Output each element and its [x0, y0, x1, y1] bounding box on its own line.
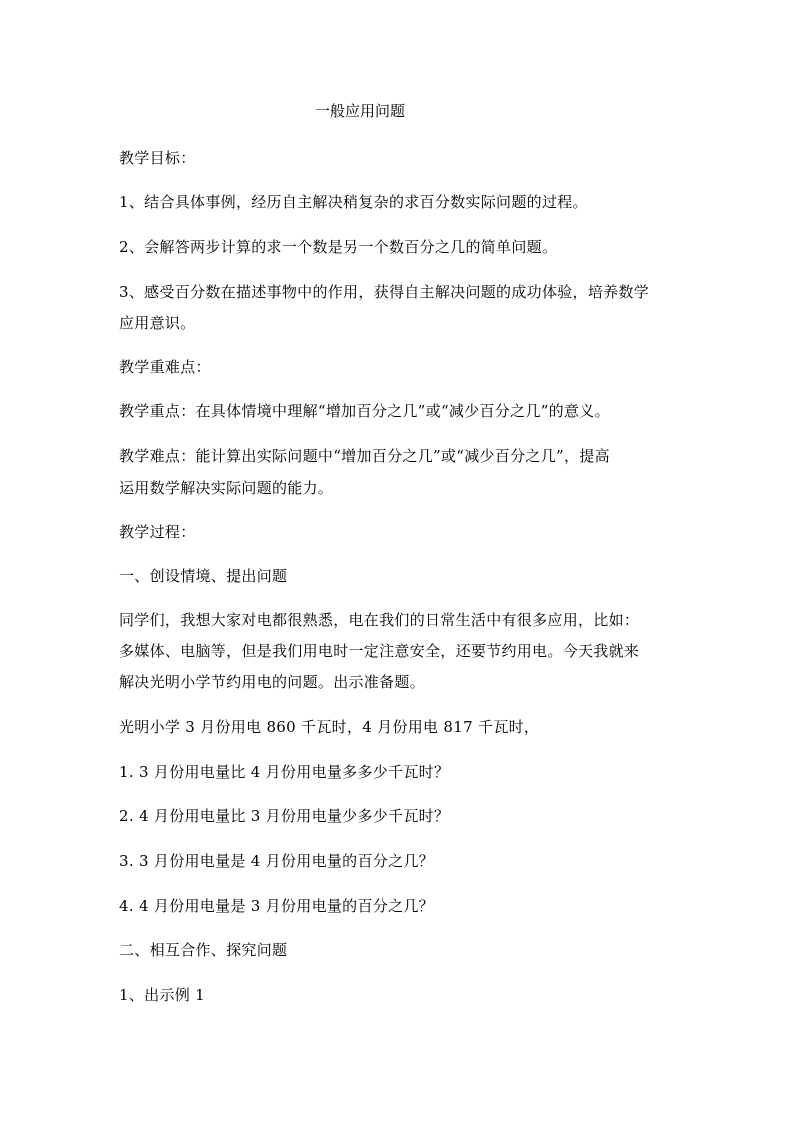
objective-2: 2、会解答两步计算的求一个数是另一个数百分之几的简单问题。 [119, 238, 558, 256]
step-2-heading: 二、相互合作、探究问题 [119, 941, 288, 959]
objective-1: 1、结合具体事例，经历自主解决稍复杂的求百分数实际问题的过程。 [119, 193, 588, 211]
question-4: 4. 4 月份用电量是 3 月份用电量的百分之几？ [119, 897, 434, 915]
section-heading-objectives: 教学目标： [119, 149, 196, 167]
intro-paragraph-line-2: 多媒体、电脑等，但是我们用电时一定注意安全，还要节约用电。今天我就来 [119, 642, 640, 660]
key-point: 教学重点：在具体情境中理解“增加百分之几”或“减少百分之几”的意义。 [119, 402, 610, 420]
step-1-heading: 一、创设情境、提出问题 [119, 567, 288, 585]
difficult-point-line-1: 教学难点：能计算出实际问题中“增加百分之几”或“减少百分之几”，提高 [119, 447, 610, 465]
objective-3-line-2: 应用意识。 [119, 314, 196, 332]
section-heading-process: 教学过程： [119, 523, 196, 541]
question-3: 3. 3 月份用电量是 4 月份用电量的百分之几？ [119, 852, 434, 870]
example-1-heading: 1、出示例 1 [119, 986, 205, 1004]
question-1: 1. 3 月份用电量比 4 月份用电量多多少千瓦时？ [119, 763, 450, 781]
problem-statement: 光明小学 3 月份用电 860 千瓦时，4 月份用电 817 千瓦时， [119, 718, 540, 736]
intro-paragraph-line-1: 同学们，我想大家对电都很熟悉，电在我们的日常生活中有很多应用，比如： [119, 611, 640, 629]
objective-3-line-1: 3、感受百分数在描述事物中的作用，获得自主解决问题的成功体验，培养数学 [119, 283, 650, 301]
intro-paragraph-line-3: 解决光明小学节约用电的问题。出示准备题。 [119, 673, 426, 691]
difficult-point-line-2: 运用数学解决实际问题的能力。 [119, 479, 334, 497]
section-heading-key-points: 教学重难点： [119, 358, 211, 376]
question-2: 2. 4 月份用电量比 3 月份用电量少多少千瓦时？ [119, 807, 450, 825]
document-title: 一般应用问题 [314, 102, 405, 120]
